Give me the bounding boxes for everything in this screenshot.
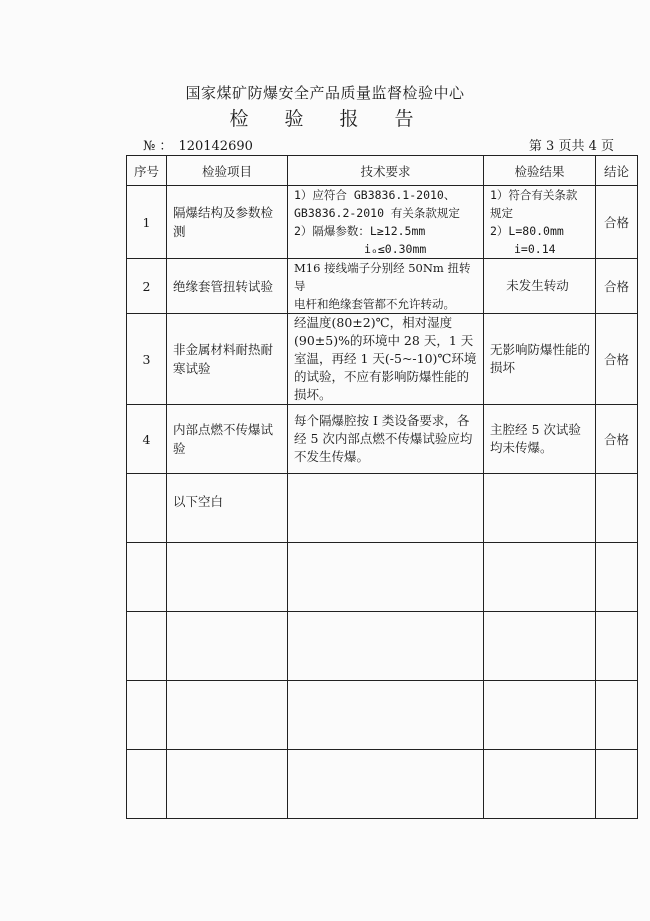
blank-cell [288, 681, 484, 750]
blank-cell [596, 474, 638, 543]
table-row [127, 612, 638, 681]
table-row [127, 750, 638, 819]
res-line: 2）L=80.0mm [490, 224, 564, 238]
row-conclusion: 合格 [596, 314, 638, 405]
column-header-requirement: 技术要求 [288, 156, 484, 186]
blank-cell [127, 543, 167, 612]
req-line: 1）应符合 GB3836.1-2010、 [294, 188, 456, 202]
req-line: iₒ≤0.30mm [364, 242, 427, 256]
blank-cell [484, 474, 596, 543]
table-row [127, 259, 638, 314]
req-line: 2）隔爆参数：L≥12.5mm [294, 224, 426, 238]
column-header-item: 检验项目 [167, 156, 288, 186]
blank-cell [288, 474, 484, 543]
blank-cell [127, 474, 167, 543]
row-item: 内部点燃不传爆试验 [167, 405, 288, 474]
res-line: i=0.14 [514, 242, 556, 256]
row-result: 无影响防爆性能的损坏 [484, 314, 596, 405]
blank-cell [167, 681, 288, 750]
blank-cell [167, 750, 288, 819]
table-row [127, 543, 638, 612]
res-line: 规定 [490, 206, 513, 220]
blank-cell [484, 543, 596, 612]
report-number-label: № ： [143, 139, 173, 154]
blank-cell [596, 681, 638, 750]
row-item: 绝缘套管扭转试验 [167, 259, 288, 314]
report-number-value: 120142690 [178, 139, 253, 154]
table-header-row [127, 156, 638, 186]
blank-cell [484, 612, 596, 681]
table-row [127, 405, 638, 474]
row-requirement: 经温度(80±2)℃，相对湿度(90±5)%的环境中 28 天，1 天室温，再经 1 天(-5~-10)℃环境的试验，不应有影响防爆性能的损坏。 [288, 314, 484, 405]
table-row [127, 681, 638, 750]
row-item: 隔爆结构及参数检测 [167, 186, 288, 259]
blank-cell [484, 681, 596, 750]
blank-cell [127, 612, 167, 681]
table-row [127, 186, 638, 259]
row-conclusion: 合格 [596, 186, 638, 259]
blank-cell [288, 612, 484, 681]
blank-cell [596, 750, 638, 819]
row-seq: 1 [127, 186, 167, 259]
blank-cell [596, 612, 638, 681]
table-row [127, 314, 638, 405]
blank-note: 以下空白 [167, 474, 288, 543]
row-seq: 4 [127, 405, 167, 474]
table-row [127, 474, 638, 543]
req-line: M16 接线端子分别经 50Nm 扭转导 [294, 261, 471, 293]
blank-cell [127, 750, 167, 819]
row-requirement [288, 186, 484, 259]
blank-cell [484, 750, 596, 819]
row-result: 未发生转动 [484, 259, 596, 314]
row-result: 主腔经 5 次试验均未传爆。 [484, 405, 596, 474]
row-conclusion: 合格 [596, 405, 638, 474]
report-title: 检 验 报 告 [229, 108, 429, 130]
res-line: 1）符合有关条款 [490, 188, 578, 202]
blank-cell [167, 612, 288, 681]
blank-cell [288, 750, 484, 819]
blank-cell [596, 543, 638, 612]
blank-cell [288, 543, 484, 612]
column-header-seq: 序号 [127, 156, 167, 186]
organization-name: 国家煤矿防爆安全产品质量监督检验中心 [185, 84, 465, 102]
inspection-table [126, 155, 638, 819]
row-item: 非金属材料耐热耐寒试验 [167, 314, 288, 405]
row-seq: 3 [127, 314, 167, 405]
blank-cell [167, 543, 288, 612]
column-header-result: 检验结果 [484, 156, 596, 186]
row-seq: 2 [127, 259, 167, 314]
blank-cell [127, 681, 167, 750]
row-conclusion: 合格 [596, 259, 638, 314]
row-result [484, 186, 596, 259]
column-header-conclusion: 结论 [596, 156, 638, 186]
req-line: GB3836.2-2010 有关条款规定 [294, 206, 460, 220]
report-number [143, 135, 253, 154]
page-info: 第 3 页共 4 页 [528, 139, 614, 154]
req-line: 电杆和绝缘套管都不允许转动。 [294, 297, 455, 311]
row-requirement: 每个隔爆腔按 I 类设备要求，各经 5 次内部点燃不传爆试验应均不发生传爆。 [288, 405, 484, 474]
row-requirement [288, 259, 484, 314]
